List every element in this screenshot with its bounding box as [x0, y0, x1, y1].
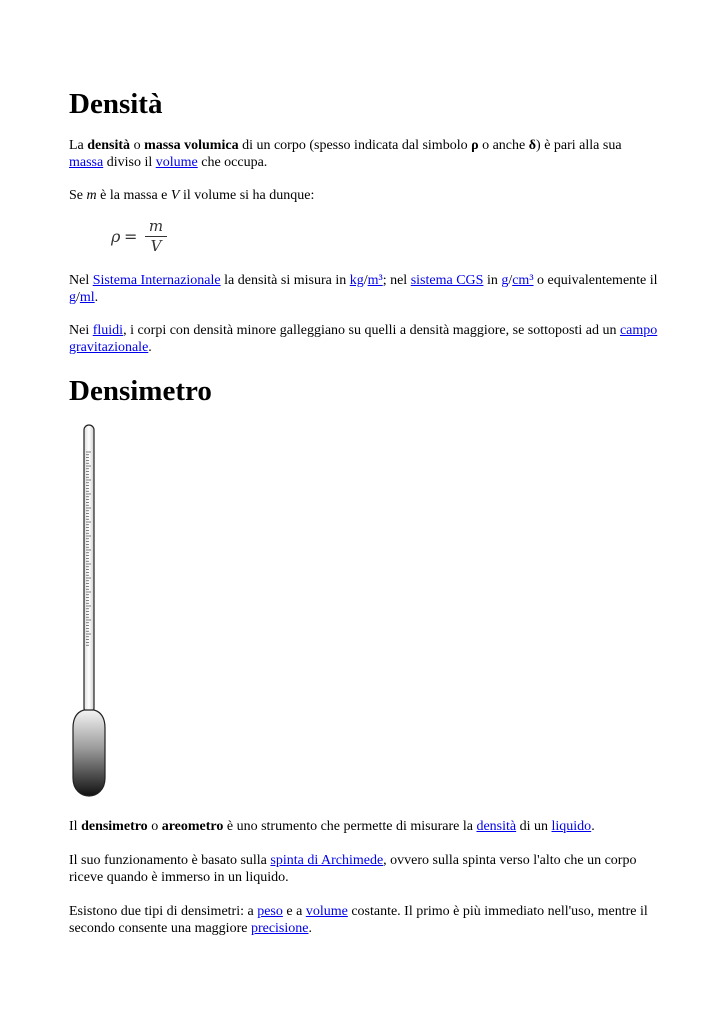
- link-volume[interactable]: volume: [155, 155, 198, 170]
- density-formula: [111, 218, 181, 258]
- hydrometer-image: [71, 420, 111, 800]
- link-peso[interactable]: peso: [257, 904, 283, 919]
- paragraph-formula-intro: Se m è la massa e V il volume si ha dunque:: [69, 188, 315, 203]
- bold-term-areometro: areometro: [161, 819, 224, 834]
- formula-fraction: [145, 218, 167, 255]
- link-kg[interactable]: kg: [349, 273, 364, 288]
- link-cm3[interactable]: cm³: [512, 273, 534, 288]
- heading-densimetro: Densimetro: [69, 375, 212, 407]
- bold-term-massa-volumica: massa volumica: [144, 138, 239, 153]
- link-fluidi[interactable]: fluidi: [92, 323, 124, 338]
- link-densita[interactable]: densità: [476, 819, 517, 834]
- heading-densita: Densità: [69, 88, 163, 120]
- link-g[interactable]: g: [501, 273, 509, 288]
- bold-term-densimetro: densimetro: [81, 819, 148, 834]
- link-spinta-di-archimede[interactable]: spinta di Archimede: [270, 853, 384, 868]
- formula-numerator: m: [148, 217, 164, 235]
- symbol-rho: ρ: [471, 138, 479, 153]
- symbol-delta: δ: [528, 138, 537, 153]
- link-liquido[interactable]: liquido: [551, 819, 592, 834]
- paragraph-units: Nel Sistema Internazionale la densità si misura in kg/m³; nel sistema CGS in g/cm³ o equivalentemente il g/ml.: [69, 273, 658, 305]
- link-precisione[interactable]: precisione: [250, 921, 309, 936]
- paragraph-tipi-densimetri: Esistono due tipi di densimetri: a peso e a volume costante. Il primo è più immediato nell'uso, mentre il secondo consente una maggiore precisione.: [69, 904, 648, 936]
- link-g-2[interactable]: g: [69, 290, 76, 305]
- paragraph-densimetro-definition: Il densimetro o areometro è uno strumento che permette di misurare la densità di un liquido.: [69, 819, 595, 834]
- paragraph-definition: La densità o massa volumica di un corpo (spesso indicata dal simbolo ρ o anche δ) è pari alla sua massa diviso il volume che occupa.: [69, 138, 622, 170]
- formula-rho: ρ: [111, 227, 121, 246]
- link-m3[interactable]: m³: [367, 273, 383, 288]
- link-volume-costante[interactable]: volume: [305, 904, 348, 919]
- link-sistema-internazionale[interactable]: Sistema Internazionale: [92, 273, 221, 288]
- link-ml[interactable]: ml: [79, 290, 95, 305]
- paragraph-fluids: Nei fluidi, i corpi con densità minore galleggiano su quelli a densità maggiore, se sottoposti ad un campo gravitazionale.: [69, 323, 658, 355]
- bold-term-densita: densità: [87, 138, 131, 153]
- link-massa[interactable]: massa: [69, 155, 104, 170]
- formula-equals: =: [124, 227, 138, 246]
- link-sistema-cgs[interactable]: sistema CGS: [410, 273, 484, 288]
- formula-denominator: V: [150, 237, 162, 255]
- paragraph-archimede: Il suo funzionamento è basato sulla spinta di Archimede, ovvero sulla spinta verso l'alto che un corpo riceve quando è immerso in un liquido.: [69, 853, 637, 885]
- link-campo-gravitazionale[interactable]: campo gravitazionale: [69, 323, 658, 355]
